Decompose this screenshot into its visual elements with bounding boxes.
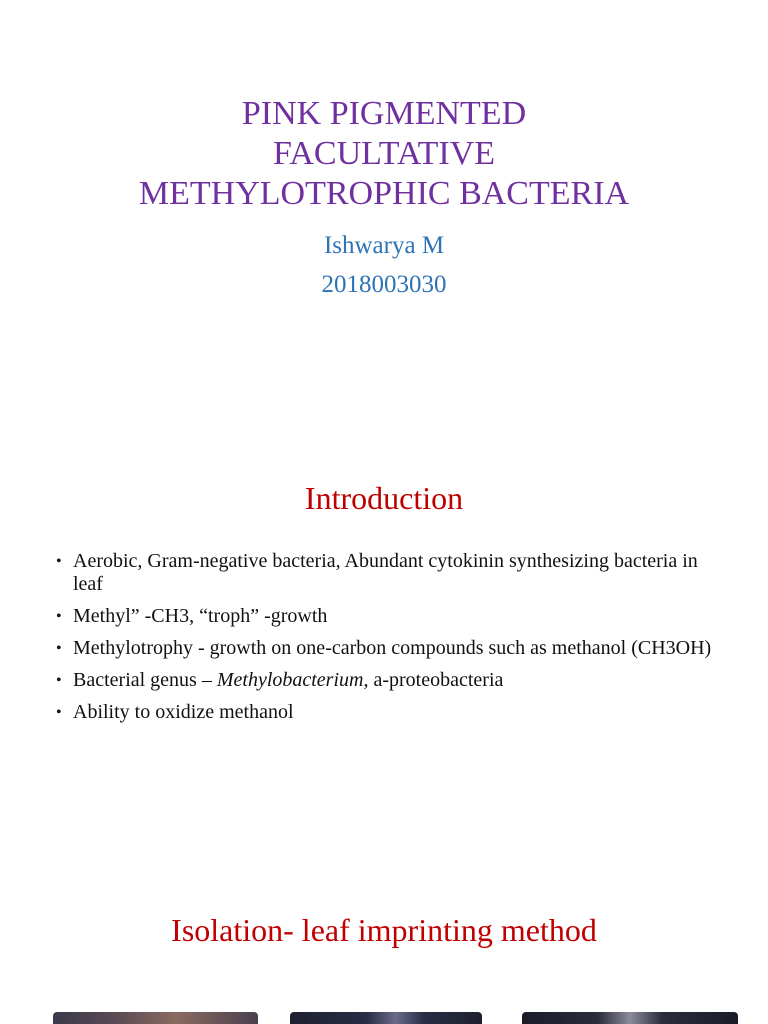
title-line-3: METHYLOTROPHIC BACTERIA [138, 175, 630, 212]
genus-name: Methylobacterium [216, 669, 364, 691]
bullet-item: • Methylotrophy - growth on one-carbon compounds such as methanol (CH3OH) [55, 637, 715, 660]
petri-plate-photo-1 [53, 1012, 258, 1024]
author-name: Ishwarya M [323, 232, 445, 259]
petri-plate-photo-2 [290, 1012, 482, 1024]
isolation-heading: Isolation- leaf imprinting method [171, 912, 597, 948]
title-line-2: FACULTATIVE [272, 135, 496, 172]
title-line-1: PINK PIGMENTED [241, 95, 527, 132]
introduction-bullet-list [55, 550, 715, 733]
presentation-title [0, 94, 768, 214]
bullet-item: • Aerobic, Gram-negative bacteria, Abundant cytokinin synthesizing bacteria in leaf [55, 550, 715, 596]
student-id: 2018003030 [321, 271, 447, 298]
bullet-item: • Methyl” -CH3, “troph” -growth [55, 605, 715, 628]
petri-plate-photo-3 [522, 1012, 738, 1024]
introduction-heading: Introduction [304, 480, 464, 516]
bullet-item: • Ability to oxidize methanol [55, 701, 715, 724]
bullet-item: • Bacterial genus – Methylobacterium, a-proteobacteria [55, 669, 715, 692]
